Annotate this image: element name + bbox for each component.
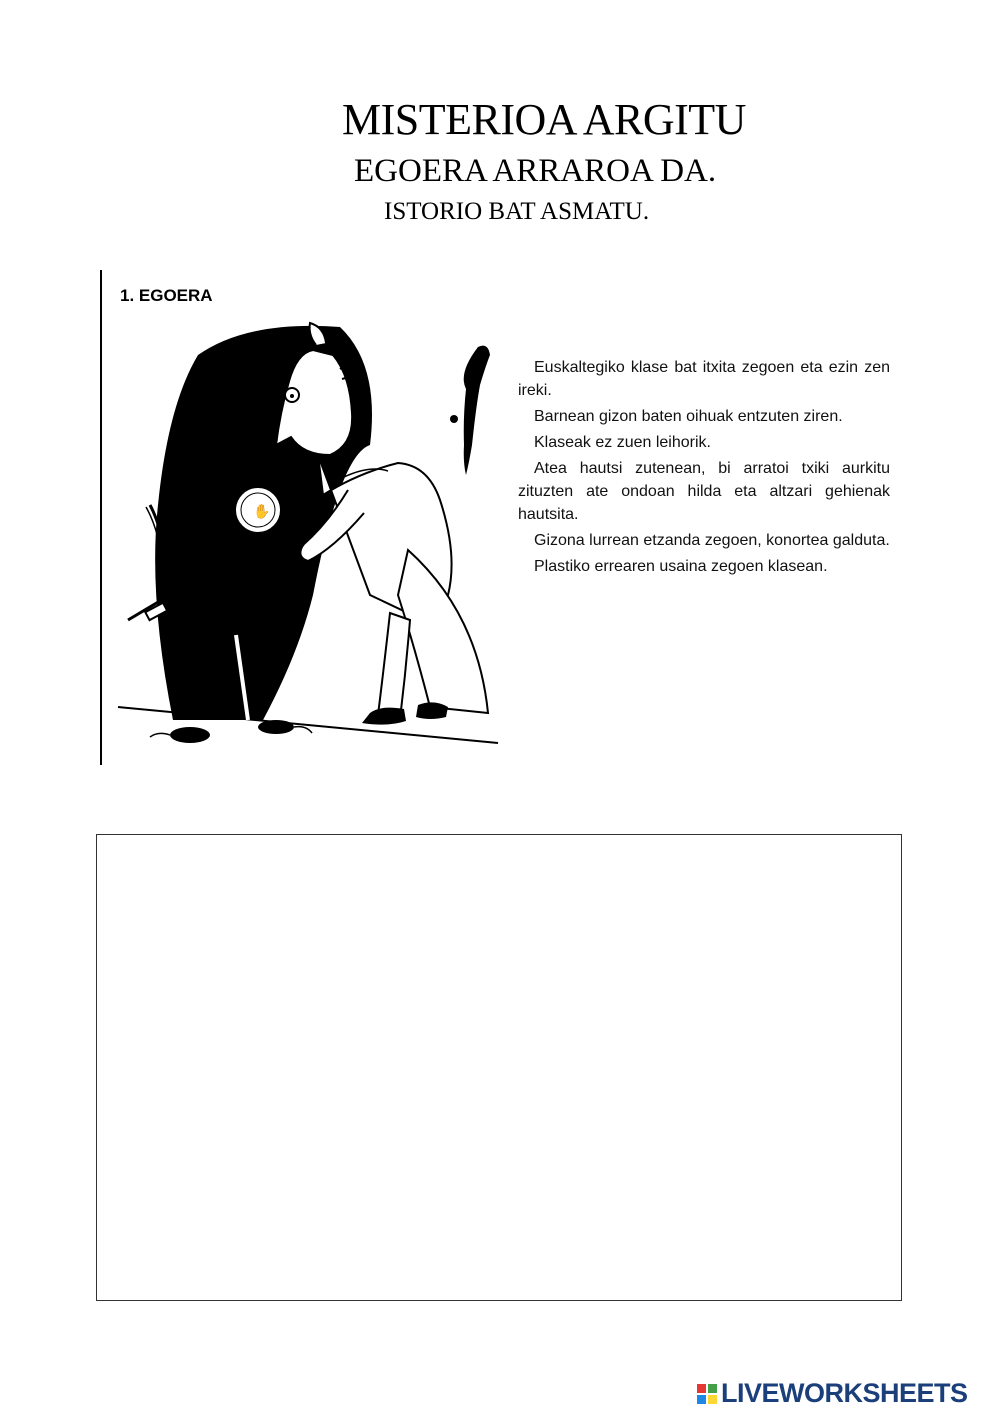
page-subtitle: EGOERA ARRAROA DA. [354,153,717,189]
svg-text:✋: ✋ [253,504,271,520]
page-title: MISTERIOA ARGITU [342,95,746,144]
scene-panel [98,270,903,765]
scene-description [518,356,890,581]
liveworksheets-logo-icon [697,1384,717,1404]
scene-paragraph: Barnean gizon baten oihuak entzuten ziren. [534,408,843,425]
detective-with-magnifier-icon [108,295,508,765]
liveworksheets-brand [697,1378,968,1409]
page-instruction: ISTORIO BAT ASMATU. [384,198,650,225]
scene-paragraph: Atea hautsi zutenean, bi arratoi txiki aurkitu zituzten ate ondoan hilda eta altzari gehienak hautsita. [518,460,890,523]
scene-paragraph: Klaseak ez zuen leihorik. [534,434,711,451]
brand-name: LIVEWORKSHEETS [721,1378,968,1408]
scene-heading: 1. EGOERA [120,286,213,305]
story-answer-field[interactable] [96,834,902,1301]
scene-paragraph: Plastiko errearen usaina zegoen klasean. [534,558,828,575]
scene-left-border [100,270,102,765]
scene-paragraph: Euskaltegiko klase bat itxita zegoen eta ezin zen ireki. [518,359,890,399]
scene-paragraph: Gizona lurrean etzanda zegoen, konortea galduta. [534,532,890,549]
